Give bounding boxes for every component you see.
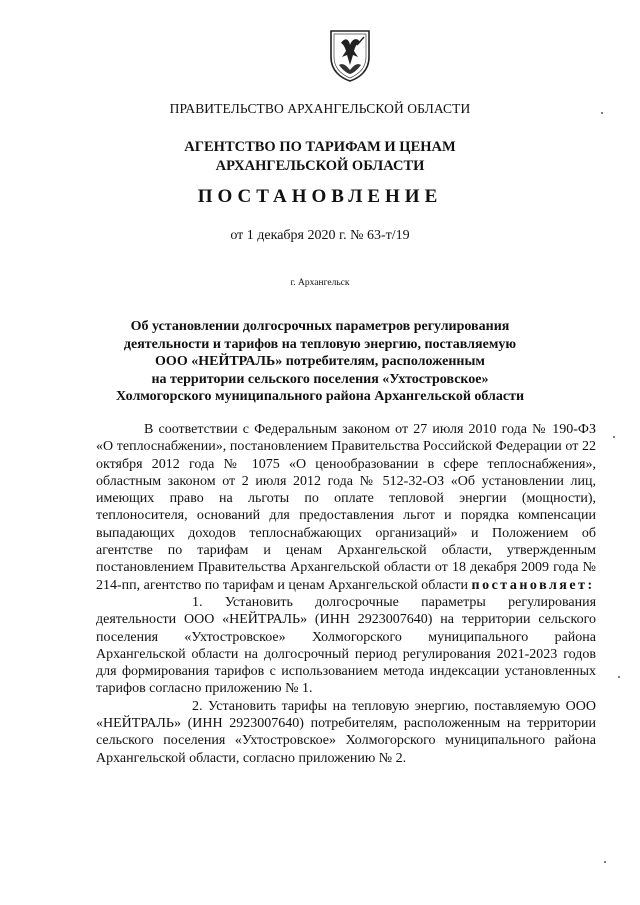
- decree-word: постановляет:: [471, 577, 595, 593]
- item-2-paragraph: [96, 698, 596, 767]
- subject-line2: деятельности и тарифов на тепловую энергию, поставляемую: [123, 336, 517, 352]
- scan-speck: [604, 861, 606, 863]
- item-1-number: 1.: [192, 594, 203, 610]
- coat-of-arms-icon: [327, 27, 373, 83]
- preamble-text: В соответствии с Федеральным законом от 27 июля 2010 года № 190-ФЗ «О теплоснабжении», постановлением Правительства Российской Федерации от 22 октября 2012 года № 1075 «О ценообразовании в сфере теплоснабжения», областным законом от 2 июля 2012 года № 512-32-ОЗ «Об установлении лиц, имеющих право на льготы по оплате тепловой энергии (мощности), теплоносителя, оснований для предоставления льгот и порядка компенсации выпадающих доходов теплоснабжающих организаций» и Положением об агентстве по тарифам и ценам Архангельской области, утвержденным постановлением Правительства Архангельской области от 18 декабря 2009 года № 214-пп, агентство по тарифам и ценам Архангельской области: [96, 422, 596, 593]
- city-name: г. Архангельск: [290, 278, 350, 288]
- item-1-text: Установить долгосрочные параметры регулирования деятельности ООО «НЕЙТРАЛЬ» (ИНН 2923007640) на территории сельского поселения «Ухтостровское» Холмогорского муниципального района Архангельской области на долгосрочный период регулирования 2021-2023 годов для формирования тарифов с использованием метода индексации установленных тарифов согласно приложению № 1.: [96, 594, 597, 697]
- subject-line1: Об установлении долгосрочных параметров регулирования: [130, 319, 510, 334]
- item-1-paragraph: [96, 594, 596, 698]
- subject-line4: на территории сельского поселения «Ухтостровское»: [151, 371, 489, 387]
- agency-name-line1: АГЕНТСТВО ПО ТАРИФАМ И ЦЕНАМ: [184, 139, 456, 155]
- scan-speck: [618, 676, 620, 678]
- government-name: ПРАВИТЕЛЬСТВО АРХАНГЕЛЬСКОЙ ОБЛАСТИ: [169, 101, 471, 116]
- subject-line5: Холмогорского муниципального района Архангельской области: [115, 389, 525, 405]
- preamble-paragraph: [96, 421, 596, 594]
- document-date-number: от 1 декабря 2020 г. № 63-т/19: [230, 228, 410, 243]
- document-type-title: ПОСТАНОВЛЕНИЕ: [197, 186, 443, 207]
- scan-speck: [613, 436, 615, 438]
- subject-line3: ООО «НЕЙТРАЛЬ» потребителям, расположенным: [155, 354, 485, 370]
- document-body: [96, 421, 596, 767]
- scan-speck: [601, 112, 603, 114]
- agency-name-line2: АРХАНГЕЛЬСКОЙ ОБЛАСТИ: [215, 158, 425, 174]
- document-subject: [0, 318, 640, 406]
- item-2-number: 2.: [192, 698, 203, 714]
- item-2-text: Установить тарифы на тепловую энергию, поставляемую ООО «НЕЙТРАЛЬ» (ИНН 2923007640) потребителям, расположенным на территории сельского поселения «Ухтостровское» Холмогорского муниципального района Архангельской области, согласно приложению № 2.: [96, 698, 596, 766]
- agency-name: [0, 138, 640, 176]
